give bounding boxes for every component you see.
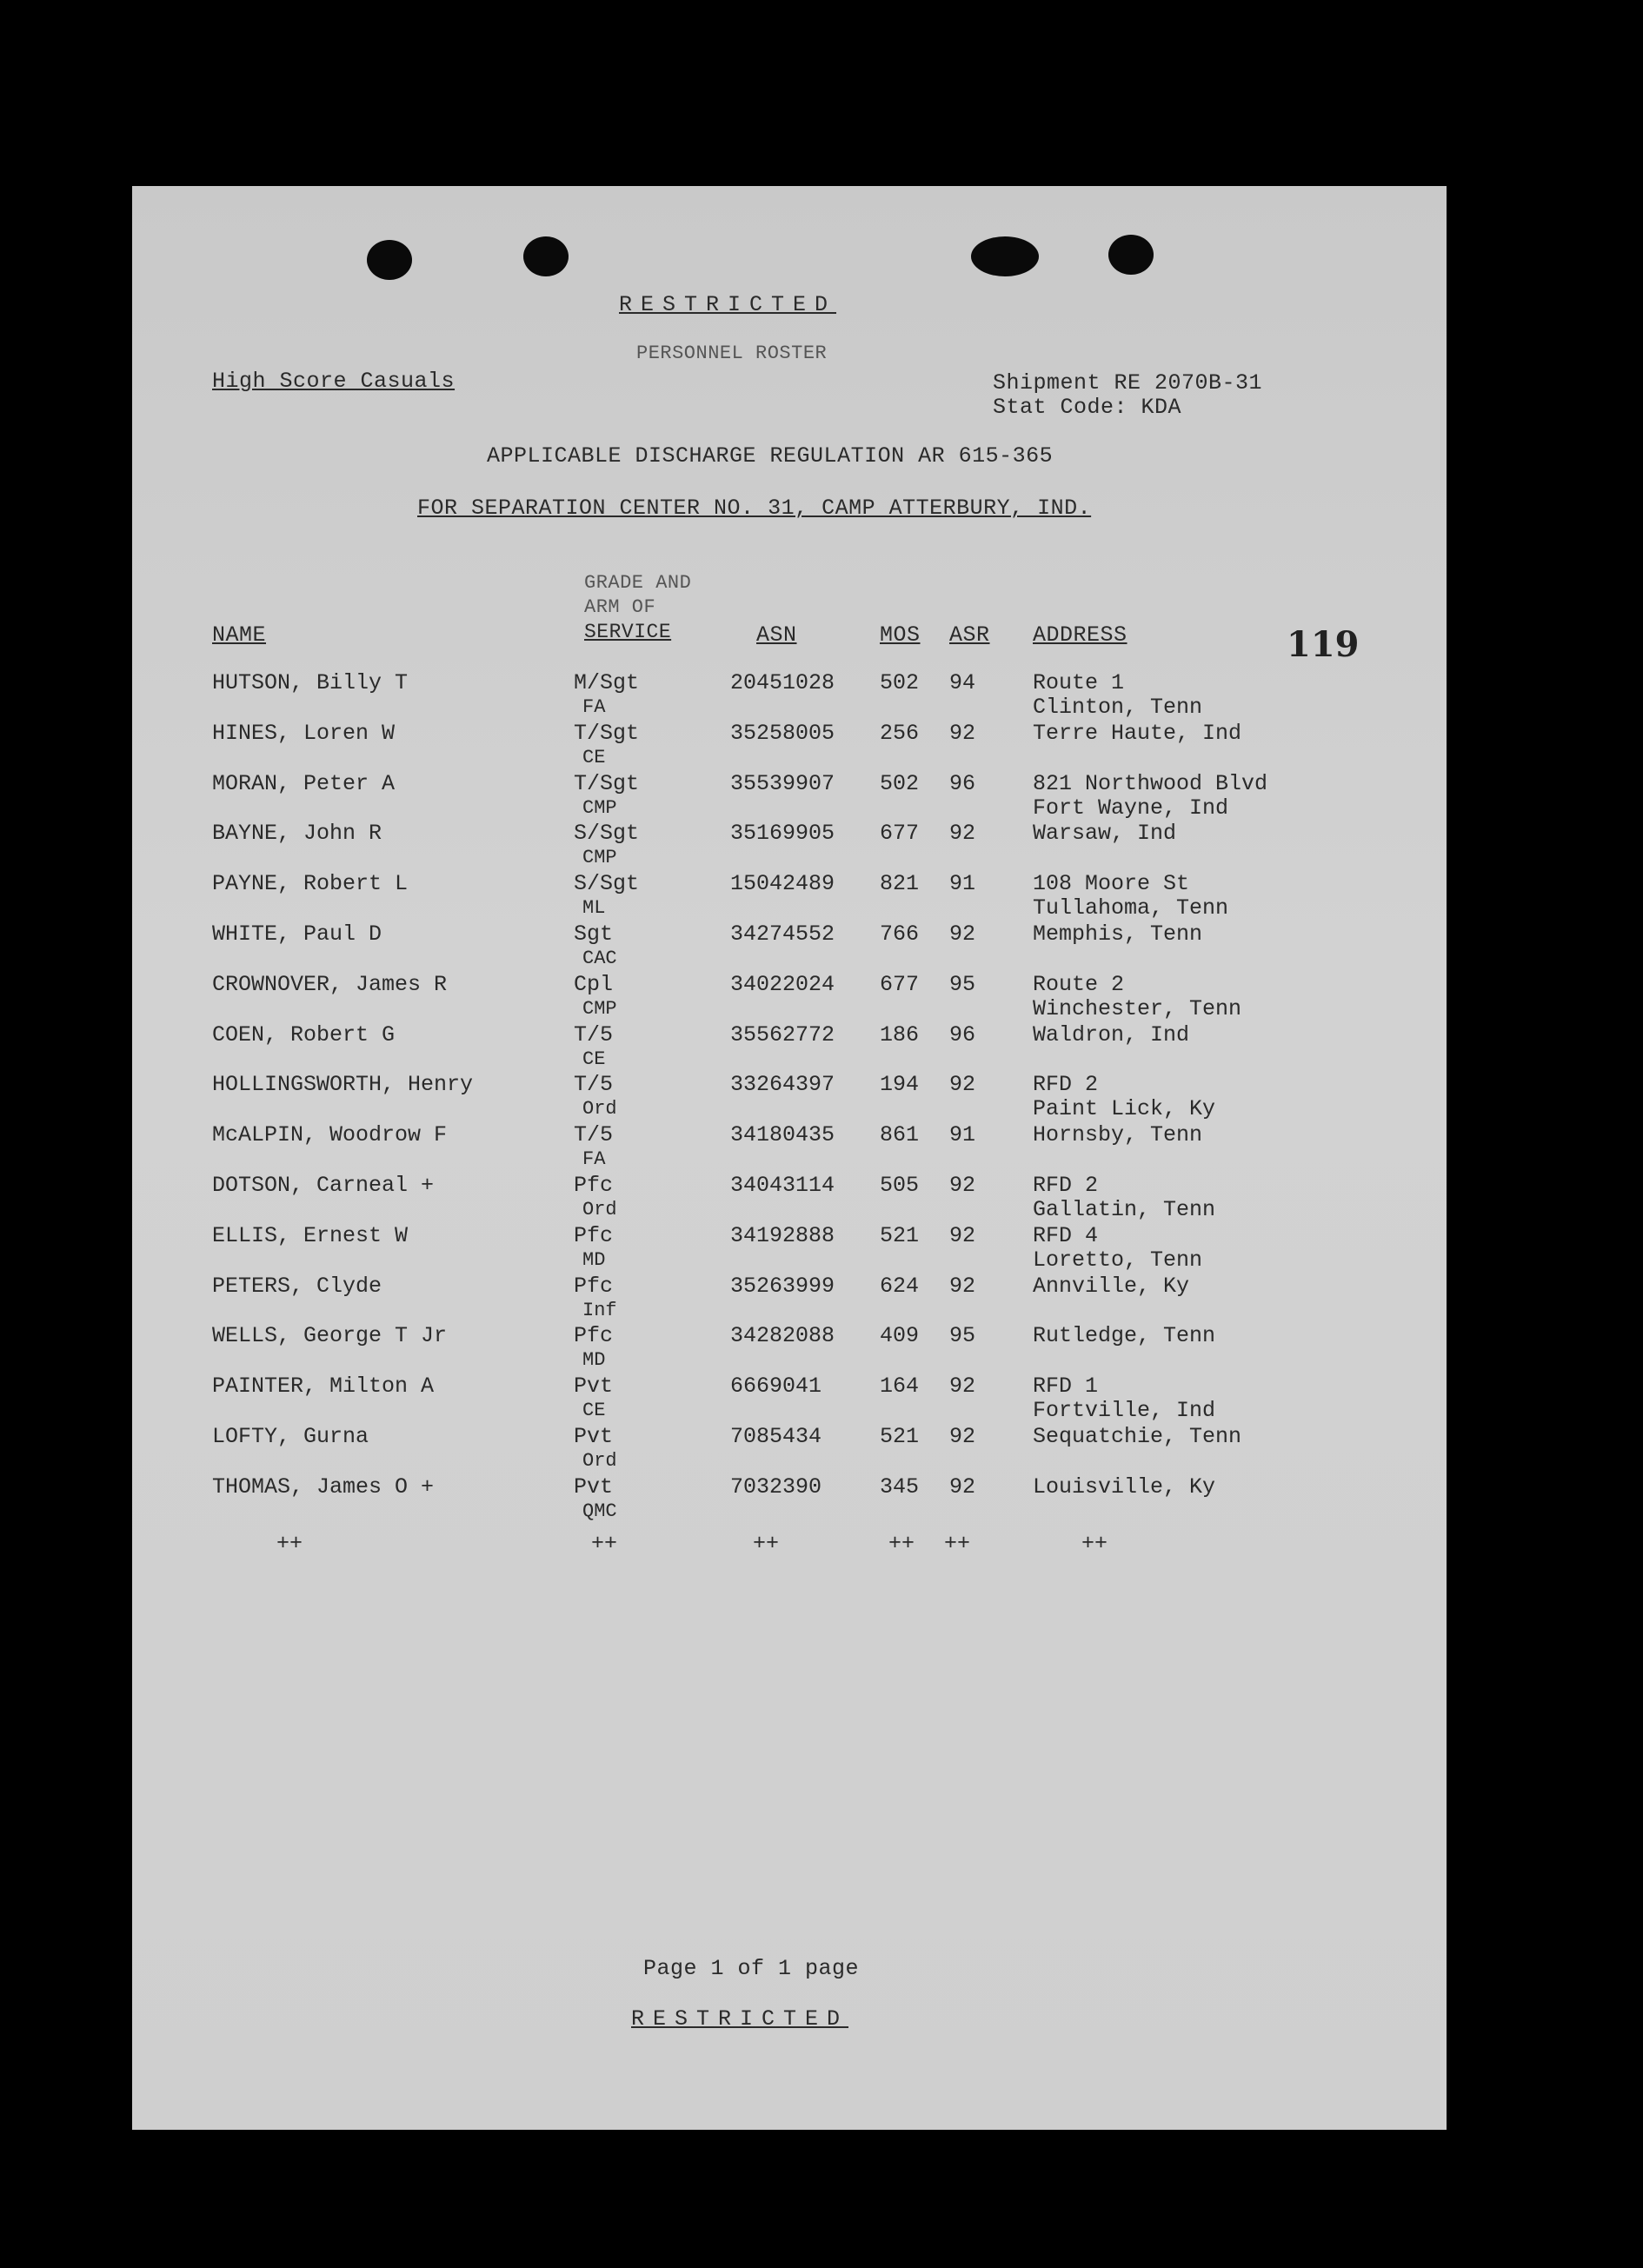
column-header-asr: ASR <box>949 622 990 648</box>
roster-asr: 92 <box>949 1274 976 1299</box>
roster-asr: 92 <box>949 821 976 846</box>
roster-arm-of-service: CMP <box>582 847 617 868</box>
roster-address-line1: Waldron, Ind <box>1033 1022 1190 1048</box>
roster-grade: Pfc <box>574 1323 614 1348</box>
roster-grade: T/5 <box>574 1022 614 1048</box>
roster-grade: T/5 <box>574 1072 614 1097</box>
roster-grade: T/Sgt <box>574 721 640 746</box>
roster-grade: Sgt <box>574 921 614 947</box>
roster-grade: S/Sgt <box>574 821 640 846</box>
roster-address-line2: Fort Wayne, Ind <box>1033 795 1229 821</box>
page-count: Page 1 of 1 page <box>643 1956 860 1981</box>
roster-asr: 96 <box>949 771 976 796</box>
roster-name: McALPIN, Woodrow F <box>212 1122 448 1147</box>
punch-hole <box>523 236 569 276</box>
restricted-header: RESTRICTED <box>619 292 837 317</box>
roster-grade: Cpl <box>574 972 614 997</box>
roster-address-line1: Route 2 <box>1033 972 1125 997</box>
roster-asn: 20451028 <box>730 670 835 695</box>
roster-asn: 15042489 <box>730 871 835 896</box>
roster-address-line2: Winchester, Tenn <box>1033 996 1242 1021</box>
roster-mos: 502 <box>880 670 920 695</box>
roster-asn: 35258005 <box>730 721 835 746</box>
roster-arm-of-service: FA <box>582 696 606 718</box>
roster-name: THOMAS, James O + <box>212 1474 435 1500</box>
roster-address-line1: Louisville, Ky <box>1033 1474 1216 1500</box>
roster-asn: 33264397 <box>730 1072 835 1097</box>
roster-address-line1: Warsaw, Ind <box>1033 821 1177 846</box>
roster-asn: 34274552 <box>730 921 835 947</box>
roster-address-line2: Gallatin, Tenn <box>1033 1197 1216 1222</box>
end-mark: ++ <box>276 1531 303 1556</box>
roster-name: HOLLINGSWORTH, Henry <box>212 1072 474 1097</box>
roster-name: DOTSON, Carneal + <box>212 1173 435 1198</box>
roster-name: LOFTY, Gurna <box>212 1424 369 1449</box>
roster-arm-of-service: CE <box>582 1400 606 1421</box>
roster-asn: 34180435 <box>730 1122 835 1147</box>
roster-mos: 521 <box>880 1223 920 1248</box>
roster-asr: 94 <box>949 670 976 695</box>
roster-mos: 521 <box>880 1424 920 1449</box>
punch-hole <box>1108 235 1154 275</box>
roster-grade: Pfc <box>574 1173 614 1198</box>
roster-asr: 92 <box>949 721 976 746</box>
roster-asn: 7085434 <box>730 1424 822 1449</box>
roster-grade: Pvt <box>574 1373 614 1399</box>
roster-arm-of-service: CAC <box>582 948 617 969</box>
roster-name: ELLIS, Ernest W <box>212 1223 409 1248</box>
roster-arm-of-service: MD <box>582 1349 606 1371</box>
roster-address-line1: Memphis, Tenn <box>1033 921 1203 947</box>
roster-mos: 624 <box>880 1274 920 1299</box>
punch-hole <box>367 240 412 280</box>
roster-mos: 164 <box>880 1373 920 1399</box>
roster-mos: 345 <box>880 1474 920 1500</box>
column-header-asn: ASN <box>756 622 797 648</box>
unit-name: High Score Casuals <box>212 369 456 394</box>
roster-address-line1: 108 Moore St <box>1033 871 1190 896</box>
roster-asn: 35539907 <box>730 771 835 796</box>
roster-address-line1: Terre Haute, Ind <box>1033 721 1242 746</box>
roster-name: COEN, Robert G <box>212 1022 396 1048</box>
roster-asr: 92 <box>949 1373 976 1399</box>
column-header-address: ADDRESS <box>1033 622 1127 648</box>
roster-arm-of-service: QMC <box>582 1500 617 1522</box>
roster-asr: 92 <box>949 1424 976 1449</box>
roster-address-line1: RFD 4 <box>1033 1223 1099 1248</box>
roster-arm-of-service: Ord <box>582 1098 617 1120</box>
roster-arm-of-service: CE <box>582 1048 606 1070</box>
roster-grade: Pvt <box>574 1424 614 1449</box>
roster-address-line2: Paint Lick, Ky <box>1033 1096 1216 1121</box>
roster-grade: T/Sgt <box>574 771 640 796</box>
roster-grade: S/Sgt <box>574 871 640 896</box>
end-mark: ++ <box>944 1531 971 1556</box>
roster-grade: Pfc <box>574 1274 614 1299</box>
roster-name: PAYNE, Robert L <box>212 871 409 896</box>
roster-address-line1: RFD 1 <box>1033 1373 1099 1399</box>
roster-asr: 95 <box>949 1323 976 1348</box>
column-header-grade: ARM OF <box>584 596 656 618</box>
end-mark: ++ <box>1081 1531 1108 1556</box>
roster-arm-of-service: MD <box>582 1249 606 1271</box>
roster-asr: 91 <box>949 1122 976 1147</box>
roster-arm-of-service: ML <box>582 897 606 919</box>
restricted-footer: RESTRICTED <box>631 2006 849 2032</box>
roster-mos: 861 <box>880 1122 920 1147</box>
roster-mos: 502 <box>880 771 920 796</box>
roster-asr: 96 <box>949 1022 976 1048</box>
roster-arm-of-service: CMP <box>582 797 617 819</box>
end-mark: ++ <box>888 1531 915 1556</box>
roster-asn: 6669041 <box>730 1373 822 1399</box>
roster-mos: 256 <box>880 721 920 746</box>
separation-center: FOR SEPARATION CENTER NO. 31, CAMP ATTERBURY, IND. <box>417 496 1092 521</box>
roster-arm-of-service: Ord <box>582 1450 617 1472</box>
roster-arm-of-service: CE <box>582 747 606 768</box>
stat-code: Stat Code: KDA <box>993 395 1182 420</box>
roster-name: WHITE, Paul D <box>212 921 382 947</box>
roster-asn: 7032390 <box>730 1474 822 1500</box>
roster-arm-of-service: FA <box>582 1148 606 1170</box>
document-subtitle: PERSONNEL ROSTER <box>636 343 828 364</box>
roster-address-line1: Annville, Ky <box>1033 1274 1190 1299</box>
roster-asr: 91 <box>949 871 976 896</box>
roster-mos: 821 <box>880 871 920 896</box>
roster-name: PAINTER, Milton A <box>212 1373 435 1399</box>
roster-address-line1: 821 Northwood Blvd <box>1033 771 1268 796</box>
roster-asn: 34282088 <box>730 1323 835 1348</box>
roster-grade: T/5 <box>574 1122 614 1147</box>
roster-address-line2: Loretto, Tenn <box>1033 1247 1203 1273</box>
end-mark: ++ <box>753 1531 780 1556</box>
roster-name: CROWNOVER, James R <box>212 972 448 997</box>
roster-asn: 35169905 <box>730 821 835 846</box>
roster-asr: 95 <box>949 972 976 997</box>
roster-grade: Pvt <box>574 1474 614 1500</box>
roster-grade: Pfc <box>574 1223 614 1248</box>
column-header-grade: GRADE AND <box>584 572 692 594</box>
roster-address-line1: Route 1 <box>1033 670 1125 695</box>
roster-address-line1: Sequatchie, Tenn <box>1033 1424 1242 1449</box>
handwritten-page-number: 119 <box>1287 624 1360 665</box>
roster-mos: 505 <box>880 1173 920 1198</box>
roster-name: BAYNE, John R <box>212 821 382 846</box>
roster-asr: 92 <box>949 921 976 947</box>
roster-arm-of-service: Ord <box>582 1199 617 1220</box>
roster-mos: 677 <box>880 821 920 846</box>
roster-asn: 34043114 <box>730 1173 835 1198</box>
roster-name: HINES, Loren W <box>212 721 396 746</box>
roster-mos: 677 <box>880 972 920 997</box>
roster-arm-of-service: CMP <box>582 998 617 1020</box>
roster-name: WELLS, George T Jr <box>212 1323 448 1348</box>
roster-mos: 194 <box>880 1072 920 1097</box>
shipment-number: Shipment RE 2070B-31 <box>993 370 1263 396</box>
column-header-name: NAME <box>212 622 267 648</box>
roster-arm-of-service: Inf <box>582 1300 617 1321</box>
roster-grade: M/Sgt <box>574 670 640 695</box>
roster-name: HUTSON, Billy T <box>212 670 409 695</box>
column-header-mos: MOS <box>880 622 921 648</box>
roster-mos: 409 <box>880 1323 920 1348</box>
roster-asr: 92 <box>949 1474 976 1500</box>
roster-asn: 35562772 <box>730 1022 835 1048</box>
roster-asn: 35263999 <box>730 1274 835 1299</box>
roster-address-line2: Clinton, Tenn <box>1033 695 1203 720</box>
punch-hole <box>971 236 1039 276</box>
discharge-regulation: APPLICABLE DISCHARGE REGULATION AR 615-365 <box>487 443 1054 469</box>
roster-asr: 92 <box>949 1173 976 1198</box>
end-mark: ++ <box>591 1531 618 1556</box>
roster-address-line1: Hornsby, Tenn <box>1033 1122 1203 1147</box>
roster-address-line2: Fortville, Ind <box>1033 1398 1216 1423</box>
column-header-grade: SERVICE <box>584 621 672 643</box>
roster-asr: 92 <box>949 1072 976 1097</box>
roster-address-line2: Tullahoma, Tenn <box>1033 895 1229 921</box>
roster-address-line1: RFD 2 <box>1033 1173 1099 1198</box>
roster-asn: 34022024 <box>730 972 835 997</box>
roster-asr: 92 <box>949 1223 976 1248</box>
roster-address-line1: Rutledge, Tenn <box>1033 1323 1216 1348</box>
roster-asn: 34192888 <box>730 1223 835 1248</box>
roster-mos: 186 <box>880 1022 920 1048</box>
roster-mos: 766 <box>880 921 920 947</box>
roster-name: MORAN, Peter A <box>212 771 396 796</box>
roster-name: PETERS, Clyde <box>212 1274 382 1299</box>
roster-address-line1: RFD 2 <box>1033 1072 1099 1097</box>
document-page <box>132 186 1447 2130</box>
